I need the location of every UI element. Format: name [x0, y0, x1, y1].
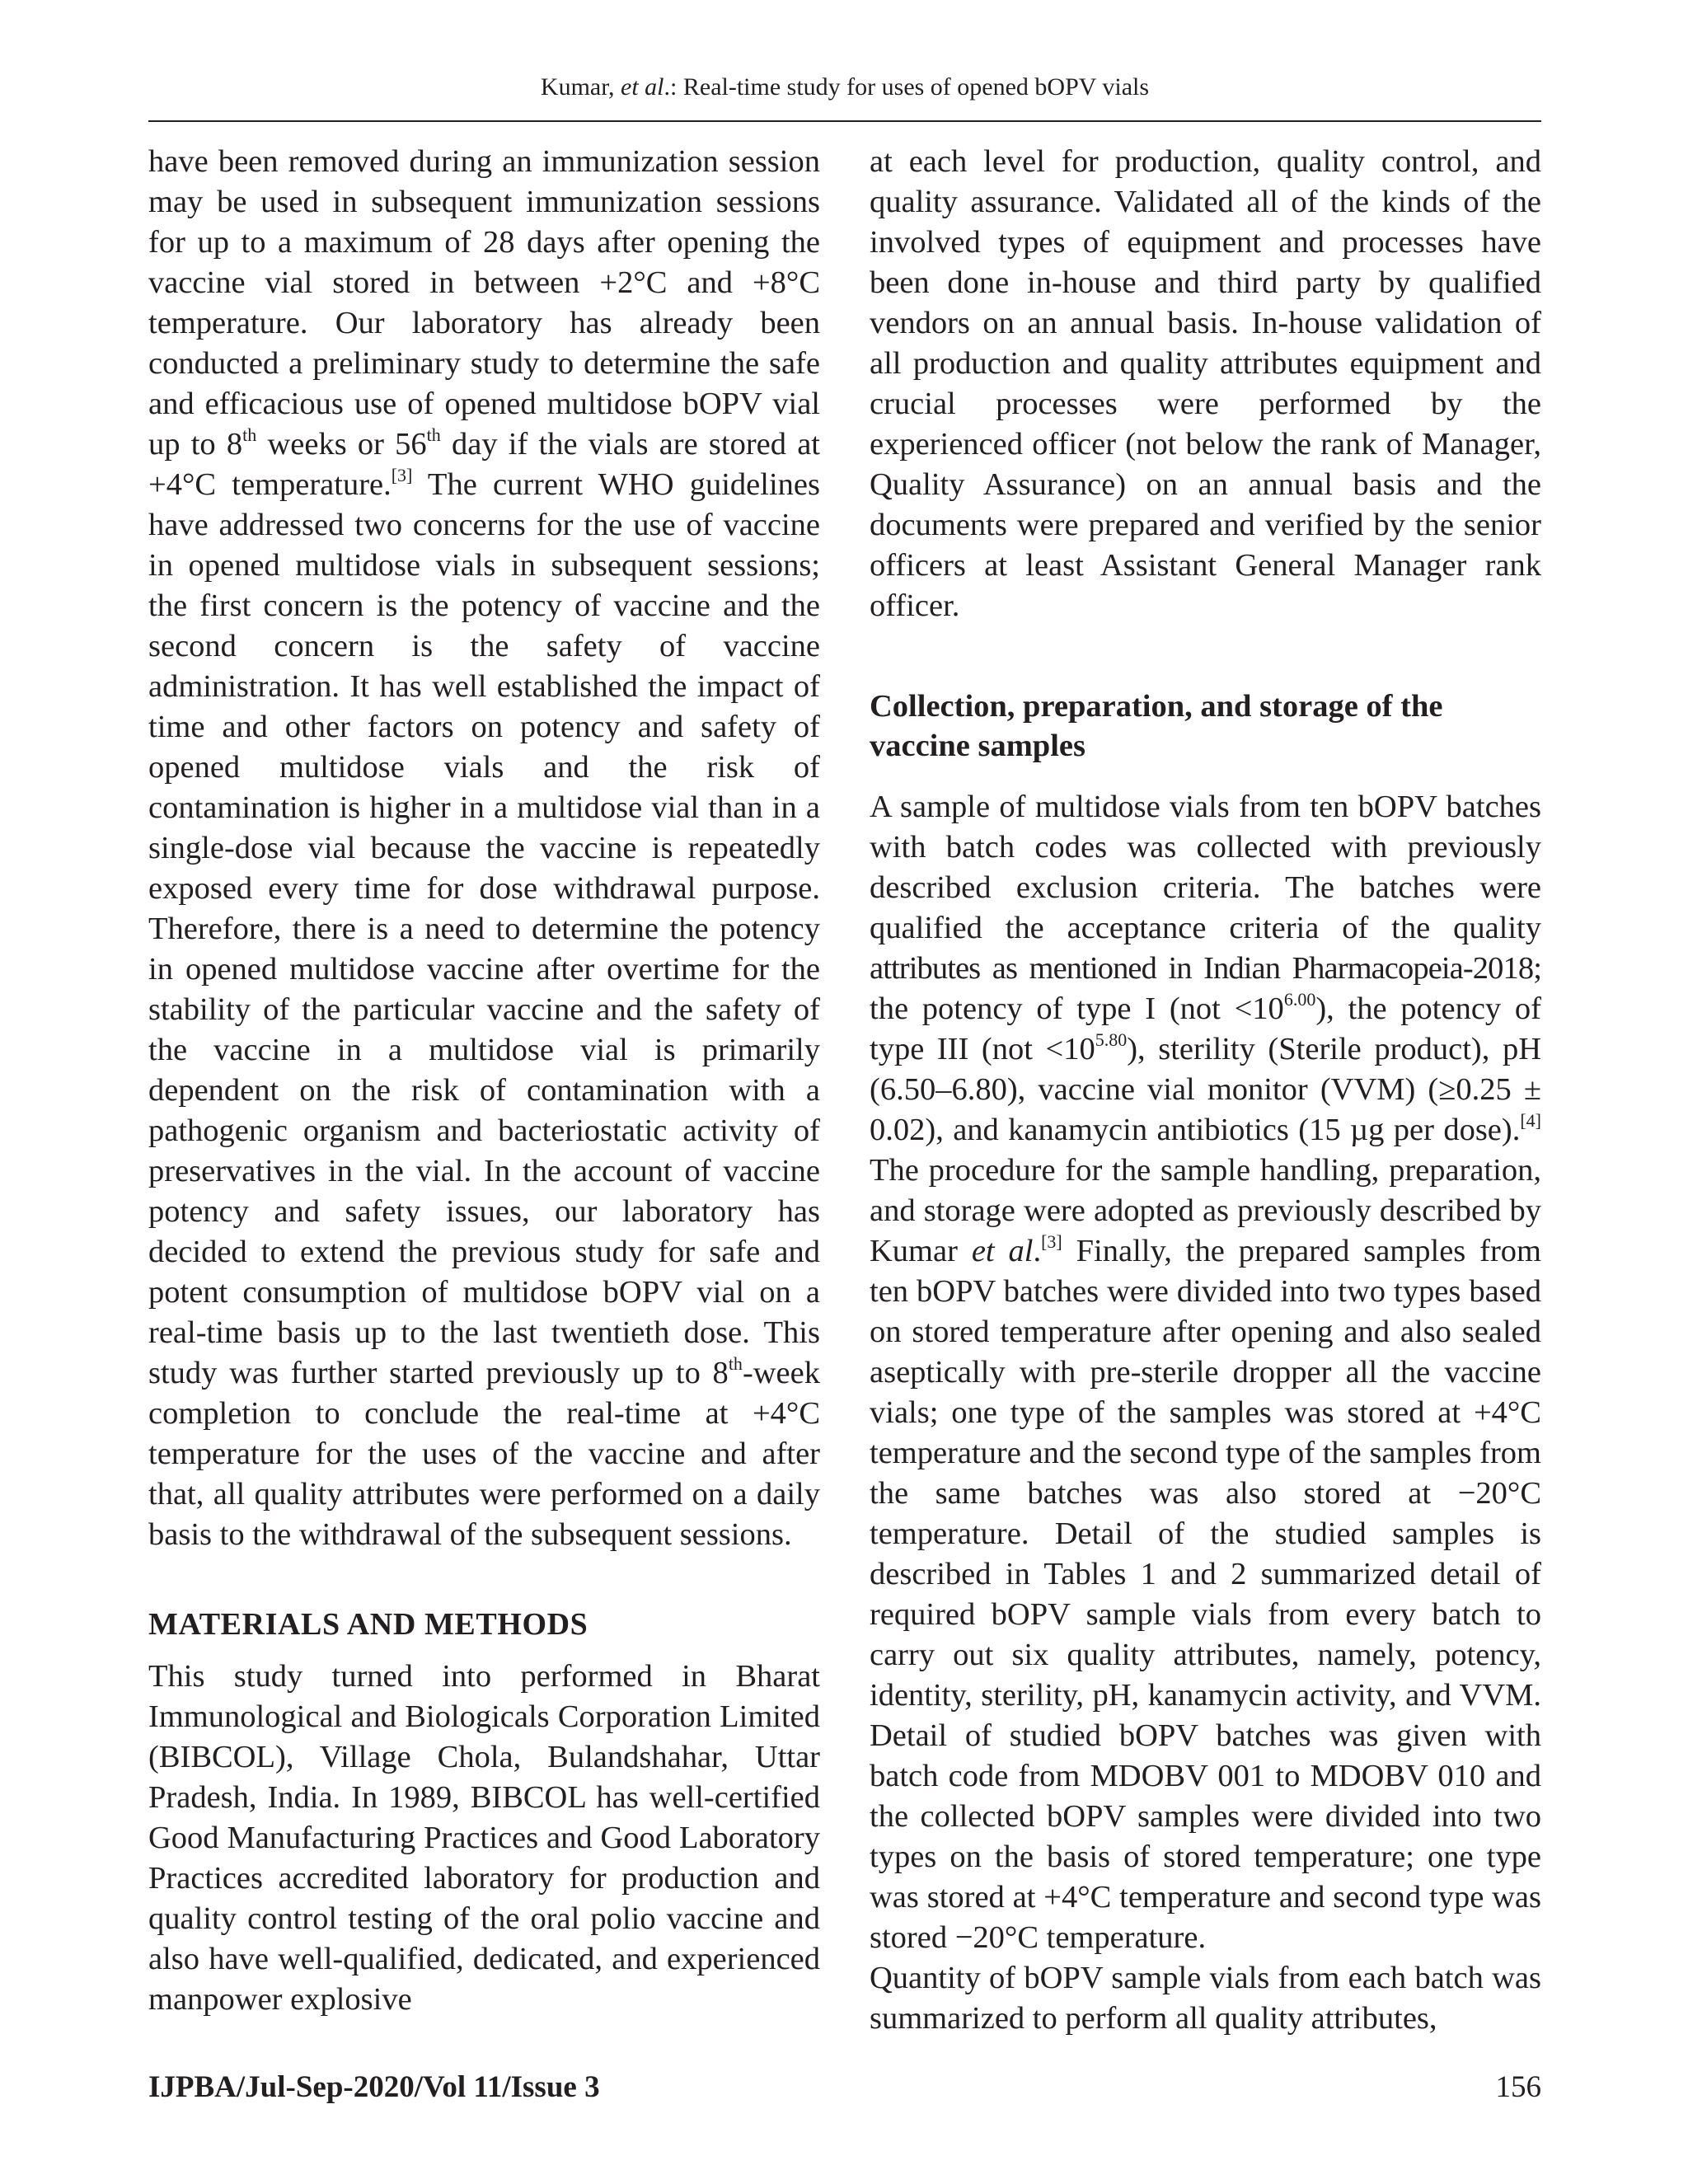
left-column — [148, 142, 820, 2020]
citation-ref: [3] — [1041, 1231, 1062, 1253]
exponent: 5.80 — [1095, 1029, 1128, 1051]
footer-page-number: 156 — [1495, 2070, 1541, 2104]
introduction-paragraph: have been removed during an immunization session may be used in subsequent immunization sessions for up to a maximum of 28 days after opening the vaccine vial stored in between +2°C and +8°C temperature. Our laboratory has already been conducted a preliminary study to determine the safe and efficacious use of opened multidose bOPV vial up to 8th weeks or 56th day if the vials are stored at +4°C temperature.[3] The current WHO guidelines have addressed two concerns for the use of vaccine in opened multidose vials in subsequent sessions; the first concern is the potency of vaccine and the second concern is the safety of vaccine administration. It has well established the impact of time and other factors on potency and safety of opened multidose vials and the risk of contamination is higher in a multidose vial than in a single-dose vial because the vaccine is repeatedly exposed every time for dose withdrawal purpose. Therefore, there is a need to determine the potency in opened multidose vaccine after overtime for the stability of the particular vaccine and the safety of the vaccine in a multidose vial is primarily dependent on the risk of contamination with a pathogenic organism and bacteriostatic activity of preservatives in the vial. In the account of vaccine potency and safety issues, our laboratory has decided to extend the previous study for safe and potent consumption of multidose bOPV vial on a real-time basis up to the last twentieth dose. This study was further started previously up to 8th-week completion to conclude the real-time at +4°C temperature for the uses of the vaccine and after that, all quality attributes were performed on a daily basis to the withdrawal of the subsequent sessions. — [148, 144, 820, 1552]
citation-ref: [3] — [391, 465, 413, 486]
running-head-title: .: Real-time study for uses of opened bOPV vials — [663, 73, 1150, 101]
exponent: 6.00 — [1283, 989, 1316, 1010]
etal-italic: et al — [971, 1234, 1034, 1268]
header-rule — [148, 120, 1541, 122]
subsection-heading: Collection, preparation, and storage of the vaccine samples — [870, 689, 1443, 763]
validation-paragraph: at each level for production, quality control, and quality assurance. Validated all of the kinds of the involved types of equipment and processes have been done in-house and third party by qualified vendors on an annual basis. In-house validation of all production and quality attributes equipment and crucial processes were performed by the experienced officer (not below the rank of Manager, Quality Assurance) on an annual basis and the documents were prepared and verified by the senior officers at least Assistant General Manager rank officer. — [870, 144, 1541, 623]
methods-paragraph: This study turned into performed in Bharat Immunological and Biologicals Corporation Limited (BIBCOL), Village Chola, Bulandshahar, Uttar Pradesh, India. In 1989, BIBCOL has well-certified Good Manufacturing Practices and Good Laboratory Practices accredited laboratory for production and quality control testing of the oral polio vaccine and also have well-qualified, dedicated, and experienced manpower explosive — [148, 1659, 820, 2017]
superscript-th: th — [242, 424, 257, 446]
footer-journal: IJPBA/Jul-Sep-2020/Vol 11/Issue 3 — [148, 2070, 600, 2104]
section-heading-materials-methods: MATERIALS AND METHODS — [148, 1607, 588, 1642]
superscript-th: th — [728, 1353, 743, 1375]
running-head-authors: Kumar, — [540, 73, 621, 101]
running-head — [148, 71, 1541, 104]
right-column — [870, 142, 1541, 2039]
citation-ref: [4] — [1520, 1110, 1541, 1132]
running-head-etal: et al — [621, 73, 664, 101]
sample-collection-paragraph: A sample of multidose vials from ten bOPV batches with batch codes was collected with previously described exclusion criteria. The batches were qualified the acceptance criteria of the quality attributes as mentioned in Indian Pharmacopeia-2018; the potency of type I $(not <10^{6.00})$, the potency of type III $(not <10^{5.80})$, sterility (Sterile product), pH (6.50–6.80), vaccine vial monitor (VVM) (≥0.25 ± 0.02), and kanamycin antibiotics (15 µg per dose).[4] The procedure for the sample handling, preparation, and storage were adopted as previously described by Kumar et al.[3] Finally, the prepared samples from ten bOPV batches were divided into two types based on stored temperature after opening and also sealed aseptically with pre-sterile dropper all the vaccine vials; one type of the samples was stored at +4°C temperature and the second type of the samples from the same batches was also stored at −20°C temperature. Detail of the studied samples is described in Tables 1 and 2 summarized detail of required bOPV sample vials from every batch to carry out six quality attributes, namely, potency, identity, sterility, pH, kanamycin activity, and VVM. Detail of studied bOPV batches was given with batch code from MDOBV 001 to MDOBV 010 and the collected bOPV samples were divided into two types on the basis of stored temperature; one type was stored at +4°C temperature and second type was stored −20°C temperature. — [870, 790, 1541, 1955]
quantity-paragraph: Quantity of bOPV sample vials from each batch was summarized to perform all quality attributes, — [870, 1961, 1541, 2036]
superscript-th: th — [426, 424, 441, 446]
